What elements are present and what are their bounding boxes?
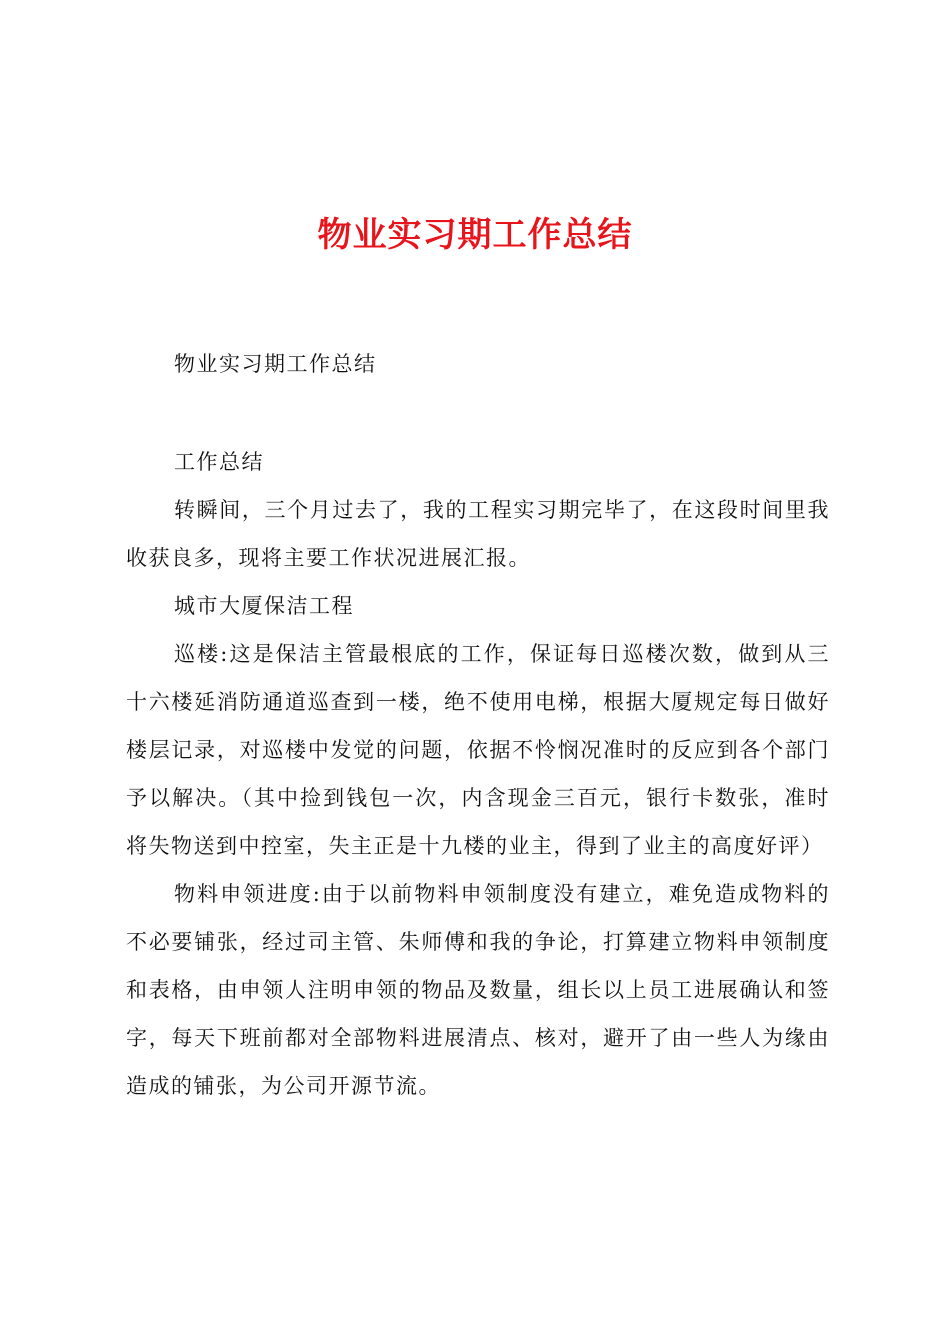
- paragraph-intro: 转瞬间，三个月过去了，我的工程实习期完毕了，在这段时间里我收获良多，现将主要工作状况进展汇报。: [126, 498, 830, 570]
- paragraph-project-heading: 城市大厦保洁工程: [174, 594, 354, 618]
- document-title: 物业实习期工作总结: [317, 215, 633, 255]
- paragraph-materials: 物料申领进度:由于以前物料申领制度没有建立，难免造成物料的不必要铺张，经过司主管、朱师傅和我的争论，打算建立物料申领制度和表格，由申领人注明申领的物品及数量，组长以上员工进展确认和签字，每天下班前都对全部物料进展清点、核对，避开了由一些人为缘由造成的铺张，为公司开源节流。: [126, 882, 830, 1098]
- spacer: [126, 388, 830, 438]
- paragraph-patrol: 巡楼:这是保洁主管最根底的工作，保证每日巡楼次数，做到从三十六楼延消防通道巡查到一楼，绝不使用电梯，根据大厦规定每日做好楼层记录，对巡楼中发觉的问题，依据不怜悯况准时的反应到各个部门予以解决。（其中捡到钱包一次，内含现金三百元，银行卡数张，准时将失物送到中控室，失主正是十九楼的业主，得到了业主的高度好评）: [126, 642, 830, 858]
- document-body: [126, 340, 830, 1110]
- document-subtitle: 物业实习期工作总结: [174, 352, 377, 376]
- section-heading: 工作总结: [174, 450, 264, 474]
